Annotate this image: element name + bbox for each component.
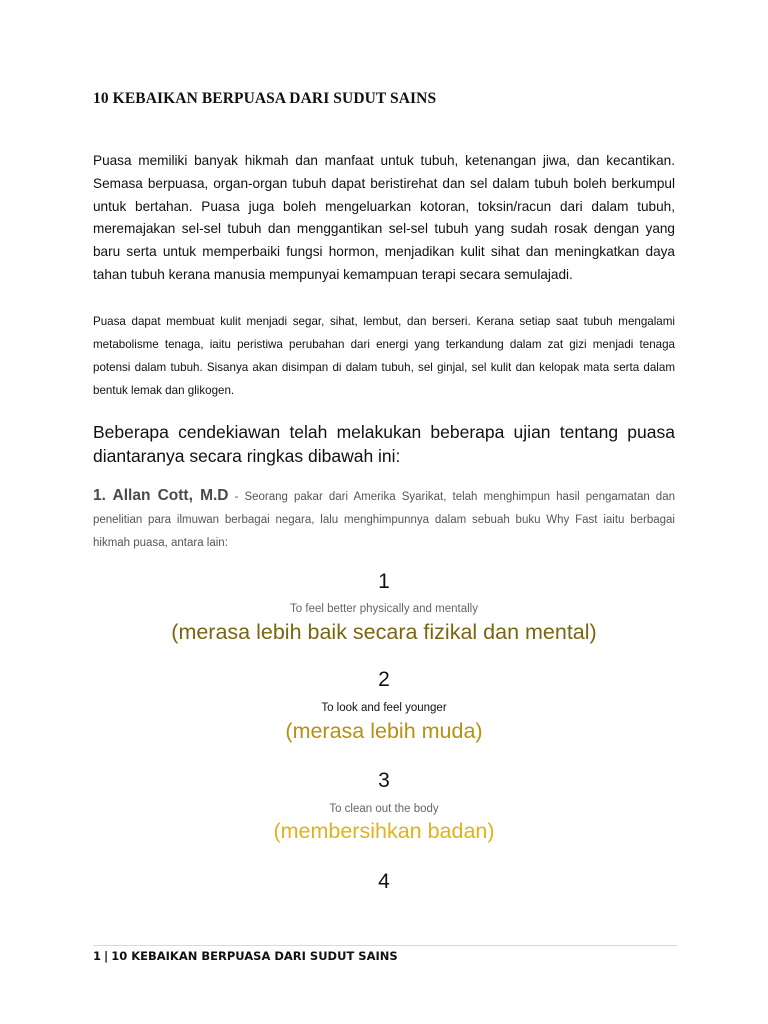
footer-separator: | (104, 949, 109, 963)
allan-cott-paragraph (93, 484, 675, 555)
allan-cott-text: - Seorang pakar dari Amerika Syarikat, telah menghimpun hasil pengamatan dan penelitian para ilmuwan berbagai negara, lalu menghimpunnya dalam sebuah buku Why Fast iaitu berbagai hikmah puasa, antara lain: (93, 491, 675, 549)
document-title: 10 KEBAIKAN BERPUASA DARI SUDUT SAINS (93, 90, 437, 107)
allan-cott-name: 1. Allan Cott, M.D (93, 487, 229, 504)
paragraph-1: Puasa memiliki banyak hikmah dan manfaat untuk tubuh, ketenangan jiwa, dan kecantikan. Semasa berpuasa, organ-organ tubuh dapat beristirehat dan sel dalam tubuh boleh berkumpul untuk bertahan. Puasa juga boleh mengeluarkan kotoran, toksin/racun dari dalam tubuh, meremajakan sel-sel tubuh dan menggantikan sel-sel tubuh yang sudah rosak dengan yang baru serta untuk memperbaiki fungsi hormon, menjadikan kulit sihat dan meningkatkan daya tahan tubuh kerana manusia mempunyai kemampuan terapi secara semulajadi. (93, 153, 675, 282)
benefit-3-malay: (membersihkan badan) (273, 819, 495, 843)
benefit-1-malay: (merasa lebih baik secara fizikal dan mental) (171, 620, 597, 644)
benefit-2-malay: (merasa lebih muda) (285, 719, 483, 743)
footer-page-number: 1 (93, 949, 102, 963)
benefit-1-number: 1 (378, 570, 390, 593)
benefit-2-english: To look and feel younger (321, 702, 447, 714)
benefit-4-number: 4 (378, 870, 390, 893)
footer-divider (93, 945, 677, 946)
intro-paragraph: Beberapa cendekiawan telah melakukan beberapa ujian tentang puasa diantaranya secara ringkas dibawah ini: (93, 422, 675, 466)
benefit-3-english: To clean out the body (329, 803, 439, 815)
benefit-3-number: 3 (378, 769, 390, 792)
page-footer (93, 949, 398, 963)
benefit-1-english: To feel better physically and mentally (290, 603, 478, 615)
benefit-2-number: 2 (378, 668, 390, 691)
paragraph-2: Puasa dapat membuat kulit menjadi segar, sihat, lembut, dan berseri. Kerana setiap saat tubuh mengalami metabolisme tenaga, iaitu peristiwa perubahan dari energi yang terkandung dalam zat gizi menjadi tenaga potensi dalam tubuh. Sisanya akan disimpan di dalam tubuh, sel ginjal, sel kulit dan kelopak mata serta dalam bentuk lemak dan glikogen. (93, 315, 675, 397)
footer-title: 10 KEBAIKAN BERPUASA DARI SUDUT SAINS (111, 949, 398, 963)
